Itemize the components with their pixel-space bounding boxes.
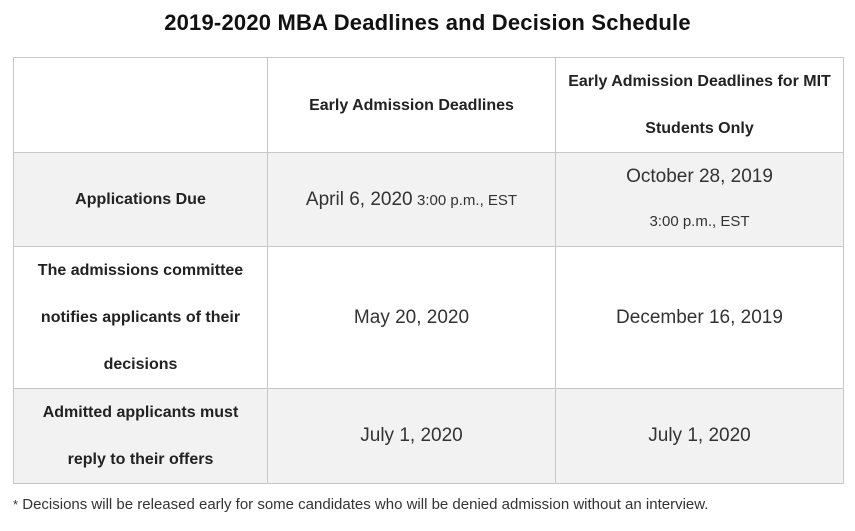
header-cell-mit-students: [556, 58, 844, 153]
header-label: Early Admission Deadlines: [309, 96, 514, 114]
page-title: 2019-2020 MBA Deadlines and Decision Schedule: [164, 10, 691, 35]
row-label: The admissions committee notifies applicants of their decisions: [37, 262, 244, 373]
early-deadline-cell: [268, 389, 556, 484]
header-cell-early-admission: [268, 58, 556, 153]
mit-deadline-cell: [556, 153, 844, 247]
row-label: Admitted applicants must reply to their offers: [42, 404, 239, 468]
date-value: December 16, 2019: [616, 306, 783, 328]
row-label-cell: [14, 389, 268, 484]
mit-deadline-cell: [556, 247, 844, 389]
table-row: [14, 153, 844, 247]
table-row: [14, 389, 844, 484]
time-value: 3:00 p.m., EST: [649, 212, 750, 230]
mit-deadline-cell: [556, 389, 844, 484]
table-row: [14, 247, 844, 389]
footnote-text: Decisions will be released early for some candidates who will be denied admission without an interview.: [22, 496, 709, 513]
row-label-cell: [14, 153, 268, 247]
date-value: July 1, 2020: [360, 425, 463, 446]
date-value: April 6, 2020: [305, 188, 413, 210]
date-value: July 1, 2020: [648, 425, 751, 446]
early-deadline-cell: [268, 247, 556, 389]
early-deadline-cell: [268, 153, 556, 247]
table-header-row: [14, 58, 844, 153]
row-label-cell: [14, 247, 268, 389]
row-label: Applications Due: [75, 191, 206, 208]
date-value: October 28, 2019: [626, 165, 773, 187]
footnote: [13, 496, 708, 513]
time-value: 3:00 p.m., EST: [417, 191, 518, 209]
header-label: Early Admission Deadlines for MIT Students Only: [568, 73, 831, 137]
deadlines-table: [13, 57, 844, 484]
date-value: May 20, 2020: [353, 306, 470, 328]
header-cell-empty: [14, 58, 268, 153]
footnote-asterisk: *: [13, 497, 19, 512]
